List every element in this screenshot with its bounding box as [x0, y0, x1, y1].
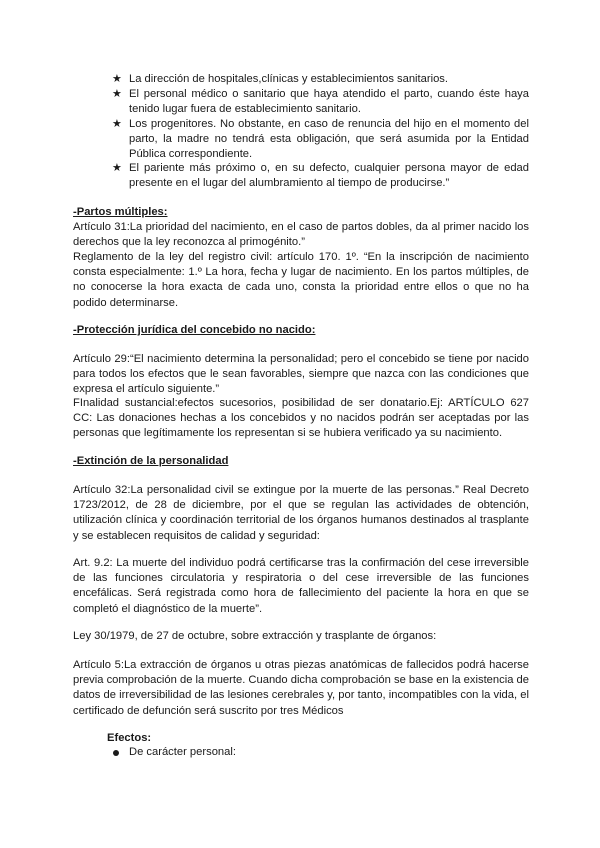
- section-heading-proteccion: -Protección jurídica del concebido no nacido:: [73, 324, 316, 336]
- bullet-item: El personal médico o sanitario que haya atendido el parto, cuando éste haya tenido lugar fuera de establecimiento sanitario.: [129, 88, 529, 116]
- star-bullet-icon: ★: [112, 88, 122, 100]
- efectos-item: De carácter personal:: [129, 746, 236, 758]
- bullet-item: Los progenitores. No obstante, en caso de renuncia del hijo en el momento del parto, la madre no tendrá esta obligación, que será asumida por la Entidad Pública correspondiente.: [129, 118, 529, 161]
- section-heading-partos: -Partos múltiples:: [73, 206, 168, 218]
- bullet-item: La dirección de hospitales,clínicas y establecimientos sanitarios.: [129, 73, 449, 85]
- paragraph-articulo-5: Artículo 5:La extracción de órganos u otras piezas anatómicas de fallecidos podrá hacerse previa comprobación de la muerte. Cuando dicha comprobación se base en la existencia de datos de irreversibilidad de las lesiones cerebrales y, por tanto, incompatibles con la vida, el certificado de defunción será suscrito por tres Médicos: [73, 659, 529, 717]
- paragraph-art-9-2: Art. 9.2: La muerte del individuo podrá certificarse tras la confirmación del cese irreversible de las funciones circulatoria y respiratoria o del cese irreversible de las funciones encefálicas. Será registrada como hora de fallecimiento del paciente la hora en que se completó el diagnóstico de la muerte”.: [73, 557, 529, 615]
- star-bullet-icon: ★: [112, 73, 122, 85]
- paragraph-articulo-32: Artículo 32:La personalidad civil se extingue por la muerte de las personas.” Real Decreto 1723/2012, de 28 de diciembre, por el que se regulan las actividades de obtención, utilización clínica y coordinación territorial de los órganos humanos destinados al trasplante y se establecen requisitos de calidad y seguridad:: [73, 484, 529, 542]
- efectos-heading: Efectos:: [107, 732, 152, 744]
- star-bullet-icon: ★: [112, 162, 122, 174]
- star-bullet-icon: ★: [112, 118, 122, 130]
- bullet-item: El pariente más próximo o, en su defecto, cualquier persona mayor de edad presente en el lugar del alumbramiento al tiempo de producirse.”: [129, 162, 529, 190]
- bullet-dot-icon: [113, 750, 119, 756]
- section-heading-extincion: -Extinción de la personalidad: [73, 455, 229, 467]
- paragraph-reglamento: Reglamento de la ley del registro civil: artículo 170. 1º. “En la inscripción de nacimiento consta especialmente: 1.º La hora, fecha y lugar de nacimiento. En los partos múltiples, de no conocerse la hora exacta de cada uno, consta la prioridad entre ellos o que no ha podido determinarse.: [73, 251, 529, 309]
- paragraph-articulo-31: Artículo 31:La prioridad del nacimiento, en el caso de partos dobles, da al primer nacido los derechos que la ley reconozca al primogénito.”: [73, 221, 529, 249]
- paragraph-articulo-29: Artículo 29:“El nacimiento determina la personalidad; pero el concebido se tiene por nacido para todos los efectos que le sean favorables, siempre que nazca con las condiciones que expresa el artículo siguiente.”: [73, 353, 529, 396]
- paragraph-finalidad: FInalidad sustancial:efectos sucesorios, posibilidad de ser donatario.Ej: ARTÍCULO 627 CC: Las donaciones hechas a los concebidos y no nacidos podrán ser aceptadas por las personas que legítimamente los representan si se hubiera verificado ya su nacimiento.: [73, 397, 529, 440]
- paragraph-ley-30-1979: Ley 30/1979, de 27 de octubre, sobre extracción y trasplante de órganos:: [73, 630, 437, 642]
